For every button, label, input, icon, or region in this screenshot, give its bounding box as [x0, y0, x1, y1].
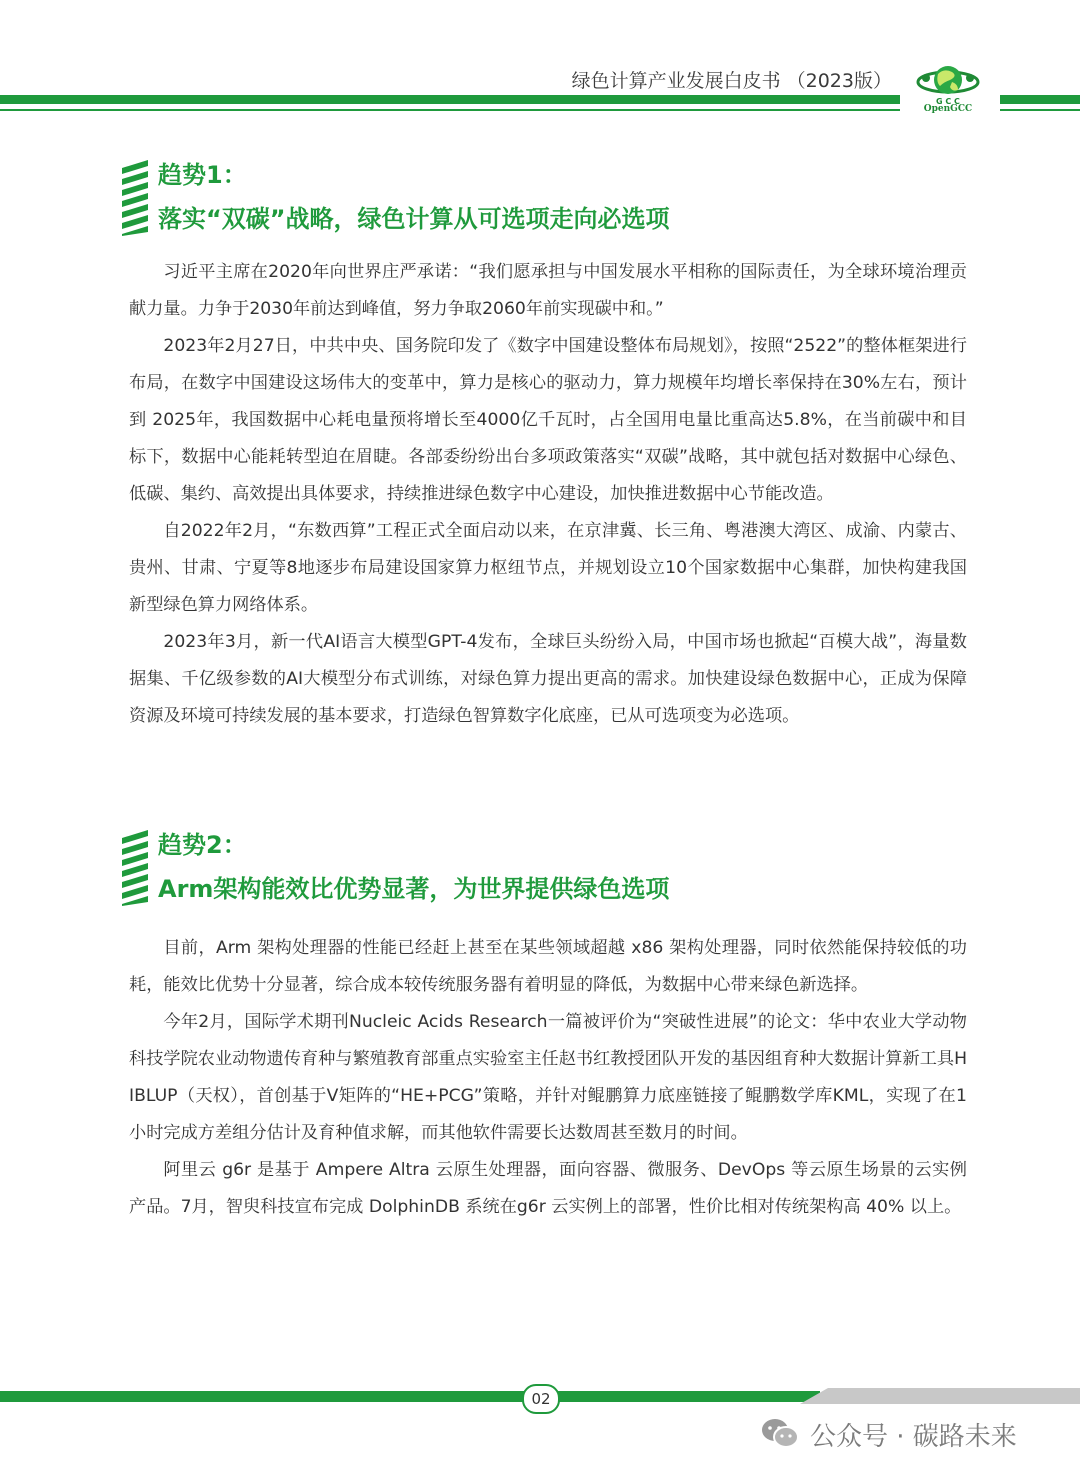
svg-text:G C C: G C C: [936, 97, 960, 106]
section-1-body: [129, 254, 967, 735]
section-1-title: 落实“双碳”战略，绿色计算从可选项走向必选项: [158, 205, 670, 233]
paragraph: 习近平主席在2020年向世界庄严承诺：“我们愿承担与中国发展水平相称的国际责任，为全球环境治理贡献力量。力争于2030年前达到峰值，努力争取2060年前实现碳中和。”: [129, 262, 967, 319]
footer-gray-band: [800, 1388, 1080, 1404]
document-header-title: 绿色计算产业发展白皮书 （2023版）: [571, 70, 892, 92]
section-2-label: 趋势2：: [158, 831, 247, 859]
section-2-title: Arm架构能效比优势显著，为世界提供绿色选项: [158, 875, 670, 903]
header-thin-line-right: [1000, 109, 1080, 111]
footer-green-bar: [0, 1391, 820, 1402]
paragraph: 目前，Arm 架构处理器的性能已经赶上甚至在某些领域超越 x86 架构处理器，同时依然能保持较低的功耗，能效比优势十分显著，综合成本较传统服务器有着明显的降低，为数据中心带来绿色新选择。: [129, 938, 967, 995]
paragraph: 阿里云 g6r 是基于 Ampere Altra 云原生处理器，面向容器、微服务、DevOps 等云原生场景的云实例产品。7月，智臾科技宣布完成 DolphinDB 系统在g6r 云实例上的部署，性价比相对传统架构高 40% 以上。: [129, 1160, 967, 1217]
stripe-bullet-icon: [122, 160, 152, 236]
section-1-label: 趋势1：: [158, 161, 247, 189]
header-thin-line-left: [0, 109, 900, 111]
paragraph: 2023年2月27日，中共中央、国务院印发了《数字中国建设整体布局规划》，按照“2522”的整体框架进行布局，在数字中国建设这场伟大的变革中，算力是核心的驱动力，算力规模年均增长率保持在30%左右，预计到 2025年，我国数据中心耗电量预将增长至4000亿千瓦时，占全国用电量比重高达5.8%，在当前碳中和目标下，数据中心能耗转型迫在眉睫。各部委纷纷出台多项政策落实“双碳”战略，其中就包括对数据中心绿色、低碳、集约、高效提出具体要求，持续推进绿色数字中心建设，加快推进数据中心节能改造。: [129, 336, 967, 504]
paragraph: 自2022年2月，“东数西算”工程正式全面启动以来，在京津冀、长三角、粤港澳大湾区、成渝、内蒙古、贵州、甘肃、宁夏等8地逐步布局建设国家算力枢纽节点，并规划设立10个国家数据中心集群，加快构建我国新型绿色算力网络体系。: [129, 521, 967, 615]
watermark-text: 公众号 · 碳路未来: [810, 1421, 1017, 1452]
section-2-body: [129, 930, 967, 1226]
watermark: [760, 1414, 1060, 1454]
stripe-bullet-icon: [122, 830, 152, 906]
logo-text: OpenGCC: [923, 104, 973, 114]
wechat-icon: [760, 1417, 800, 1451]
page-number: 02: [522, 1384, 560, 1414]
paragraph: 2023年3月，新一代AI语言大模型GPT-4发布，全球巨头纷纷入局，中国市场也掀起“百模大战”，海量数据集、千亿级参数的AI大模型分布式训练，对绿色算力提出更高的需求。加快建设绿色数据中心，正成为保障资源及环境可持续发展的基本要求，打造绿色智算数字化底座，已从可选项变为必选项。: [129, 632, 967, 726]
header-thick-bar-left: [0, 95, 900, 104]
paragraph: 今年2月，国际学术期刊Nucleic Acids Research一篇被评价为“突破性进展”的论文：华中农业大学动物科技学院农业动物遗传育种与繁殖教育部重点实验室主任赵书红教授团队开发的基因组育种大数据计算新工具HIBLUP（天权），首创基于V矩阵的“HE+PCG”策略，并针对鲲鹏算力底座链接了鲲鹏数学库KML，实现了在1小时完成方差组分估计及育种值求解，而其他软件需要长达数周甚至数月的时间。: [129, 1012, 967, 1143]
header-thick-bar-right: [1000, 95, 1080, 104]
